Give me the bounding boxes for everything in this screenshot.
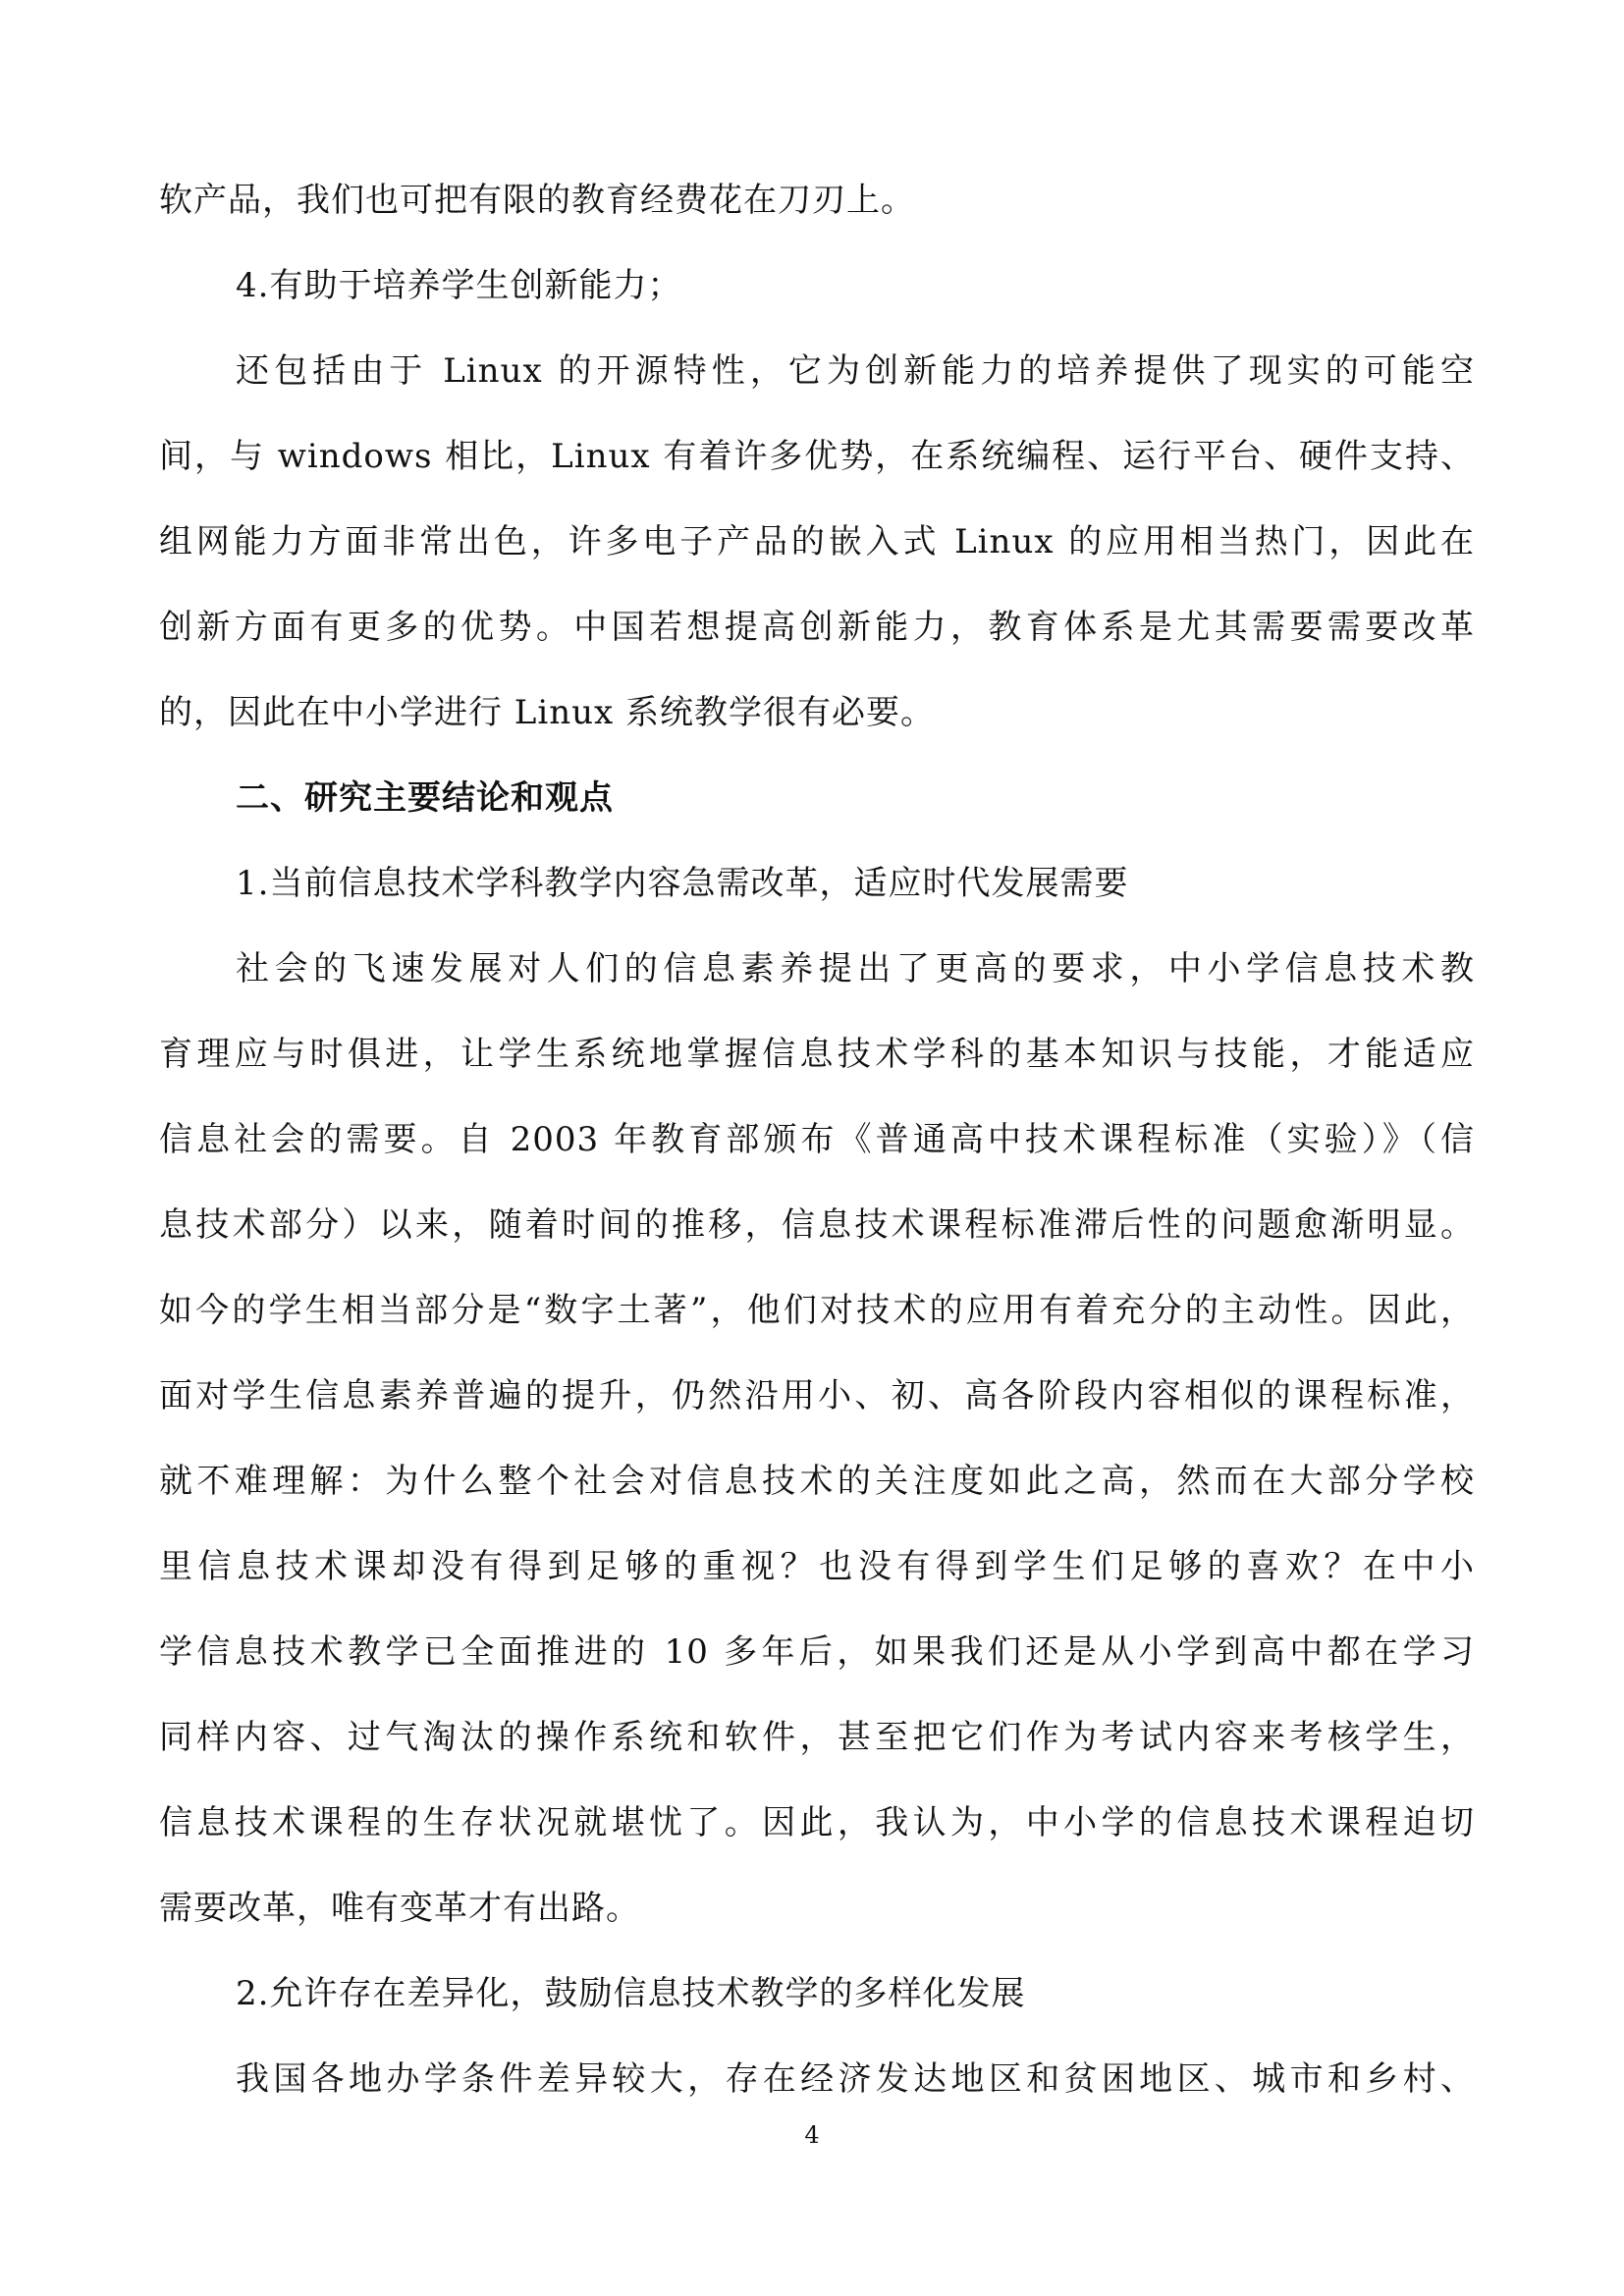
subsection-heading: 1.当前信息技术学科教学内容急需改革，适应时代发展需要 [236, 864, 1129, 903]
section-heading: 二、研究主要结论和观点 [236, 778, 614, 818]
text-line: 还包括由于 Linux 的开源特性，它为创新能力的培养提供了现实的可能空 [236, 351, 1475, 391]
text-line: 的，因此在中小学进行 Linux 系统教学很有必要。 [159, 693, 936, 732]
text-line: 信息技术课程的生存状况就堪忧了。因此，我认为，中小学的信息技术课程迫切 [159, 1803, 1475, 1842]
text-line: 需要改革，唯有变革才有出路。 [159, 1889, 640, 1928]
text-line: 学信息技术教学已全面推进的 10 多年后，如果我们还是从小学到高中都在学习 [159, 1632, 1475, 1672]
text-line: 社会的飞速发展对人们的信息素养提出了更高的要求，中小学信息技术教 [236, 949, 1475, 988]
text-line: 软产品，我们也可把有限的教育经费花在刀刃上。 [159, 181, 915, 220]
text-line: 创新方面有更多的优势。中国若想提高创新能力，教育体系是尤其需要需要改革 [159, 608, 1475, 647]
text-line: 育理应与时俱进，让学生系统地掌握信息技术学科的基本知识与技能，才能适应 [159, 1035, 1475, 1074]
text-line: 信息社会的需要。自 2003 年教育部颁布《普通高中技术课程标准（实验）》（信 [159, 1120, 1475, 1159]
subsection-heading: 2.允许存在差异化，鼓励信息技术教学的多样化发展 [236, 1974, 1026, 2013]
text-line: 就不难理解：为什么整个社会对信息技术的关注度如此之高，然而在大部分学校 [159, 1462, 1475, 1501]
text-line: 同样内容、过气淘汰的操作系统和软件，甚至把它们作为考试内容来考核学生， [159, 1718, 1475, 1757]
text-line: 间，与 windows 相比，Linux 有着许多优势，在系统编程、运行平台、硬件支持、 [159, 437, 1475, 476]
text-line: 组网能力方面非常出色，许多电子产品的嵌入式 Linux 的应用相当热门，因此在 [159, 522, 1475, 561]
text-line: 里信息技术课却没有得到足够的重视？也没有得到学生们足够的喜欢？在中小 [159, 1547, 1475, 1586]
text-line: 我国各地办学条件差异较大，存在经济发达地区和贫困地区、城市和乡村、 [236, 2059, 1475, 2099]
page-number: 4 [804, 2121, 820, 2149]
text-line: 如今的学生相当部分是“数字土著”，他们对技术的应用有着充分的主动性。因此， [159, 1291, 1475, 1330]
text-line: 面对学生信息素养普遍的提升，仍然沿用小、初、高各阶段内容相似的课程标准， [159, 1376, 1475, 1415]
text-line: 4.有助于培养学生创新能力； [236, 266, 682, 305]
text-line: 息技术部分）以来，随着时间的推移，信息技术课程标准滞后性的问题愈渐明显。 [159, 1205, 1475, 1245]
